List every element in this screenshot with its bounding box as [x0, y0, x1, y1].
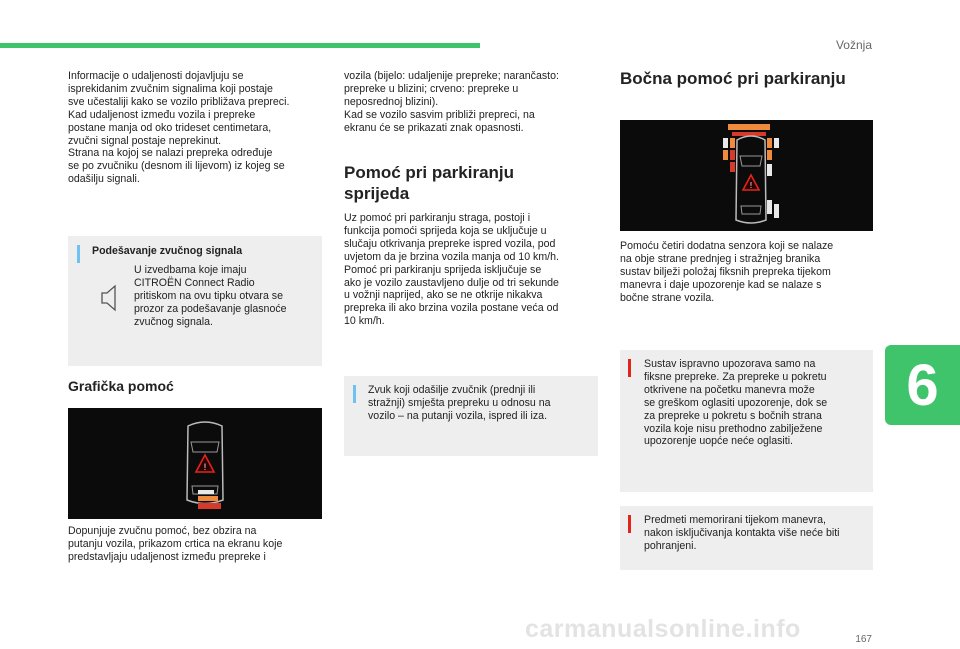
info-marker	[353, 385, 356, 403]
chapter-progress-bar	[0, 43, 480, 48]
section-name: Vožnja	[835, 38, 872, 52]
warning-text-moving-obstacles: Sustav ispravno upozorava samo na fiksne prepreke. Za prepreke u pokretu otkrivene na početku manevra može se greškom oglasiti upozorenje, dok se za prepreke u pokretu s bočnih strana vozila koje nisu prethodno zabilježene upozorenje uopće neće oglasiti.	[644, 358, 828, 448]
graphic-assist-image	[68, 408, 322, 519]
warning-box-moving-obstacles	[620, 350, 873, 492]
graphic-assist-continuation: vozila (bijelo: udaljenije prepreke; narančasto: prepreke u blizini; crveno: prepreke u neposrednoj blizini). Kad se vozilo sasvim približi prepreci, na ekranu će se prikazati znak opasnosti.	[344, 70, 559, 134]
side-assist-heading: Bočna pomoć pri parkiranju	[620, 69, 846, 88]
sound-settings-text: U izvedbama koje imaju CITROËN Connect Radio pritiskom na ovu tipku otvara se prozor za podešavanje glasnoće zvučnog signala.	[134, 264, 287, 328]
chapter-tab: 6	[885, 345, 960, 425]
speaker-icon	[98, 280, 122, 316]
side-sensor-zones	[723, 124, 779, 218]
svg-text:!: !	[749, 181, 753, 190]
front-assist-heading: Pomoć pri parkiranju sprijeda	[344, 163, 515, 203]
sound-settings-box	[68, 236, 322, 366]
speaker-info-text: Zvuk koji odašilje zvučnik (prednji ili stražnji) smješta prepreku u odnosu na vozilo – na putanji vozila, ispred ili iza.	[368, 384, 551, 422]
svg-text:!: !	[203, 462, 207, 472]
side-assist-image	[620, 120, 873, 231]
warning-triangle-icon	[743, 175, 759, 190]
warning-marker	[628, 515, 631, 533]
side-assist-text: Pomoću četiri dodatna senzora koji se nalaze na obje strane prednjeg i stražnjeg branika sustav bilježi položaj fiksnih prepreka tijekom manevra i daje upozorenje kad se nalaze s bočne strane vozila.	[620, 240, 834, 304]
sound-settings-title: Podešavanje zvučnog signala	[92, 245, 243, 257]
front-assist-text: Uz pomoć pri parkiranju straga, postoji i funkcija pomoći sprijeda koja se uključuje u slučaju otkrivanja prepreke ispred vozila, pod uvjetom da je brzina vozila manja od 10 km/h. Pomoć pri parkiranju sprijeda isključuje se ako je vozilo zaustavljeno dulje od tri sekunde u vožnji naprijed, ako se ne otkrije nikakva prepreka ili ako brzina vozila postane veća od 10 km/h.	[344, 212, 559, 328]
watermark: carmanualsonline.info	[525, 615, 801, 643]
warning-box-memorized-objects	[620, 506, 873, 570]
graphic-assist-text: Dopunjuje zvučnu pomoć, bez obzira na putanju vozila, prikazom crtica na ekranu koje predstavljaju udaljenost između prepreke i	[68, 525, 283, 563]
speaker-info-box	[344, 376, 598, 456]
warning-text-memorized-objects: Predmeti memorirani tijekom manevra, nakon isključivanja kontakta više neće biti pohranjeni.	[644, 514, 840, 552]
info-marker	[77, 245, 80, 263]
warning-triangle-icon	[196, 455, 214, 472]
page-number: 167	[855, 634, 872, 645]
intro-paragraph: Informacije o udaljenosti dojavljuju se isprekidanim zvučnim signalima koji postaje sve učestaliji kako se vozilo približava prepreci. Kad udaljenost između vozila i prepreke postane manja od oko trideset centimetara, zvučni signal postaje neprekinut. Strana na kojoj se nalazi prepreka određuje se po zvučniku (desnom ili lijevom) iz kojeg se odašilju signali.	[68, 70, 290, 186]
warning-marker	[628, 359, 631, 377]
graphic-assist-heading: Grafička pomoć	[68, 378, 174, 394]
